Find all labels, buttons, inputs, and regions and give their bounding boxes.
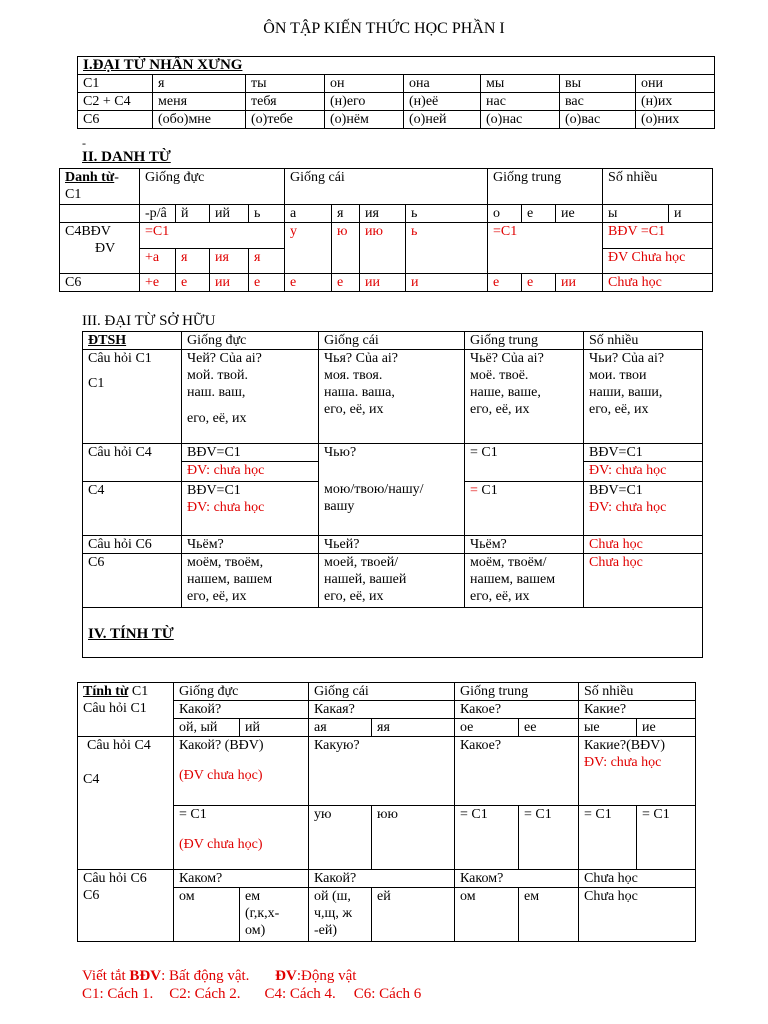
table-cell: е <box>522 274 556 292</box>
table-cell: Каком? <box>455 870 579 888</box>
table-cell: C4 <box>83 482 182 536</box>
table-cell <box>319 554 465 608</box>
cell-text: ĐV: chưa học <box>584 461 702 479</box>
table-cell: Какое? <box>455 737 579 806</box>
cell-text: Câu hỏi C1 <box>83 701 147 716</box>
table-cell: Câu hỏi C6 <box>83 536 182 554</box>
cell-text: BĐV=C1 <box>187 483 241 498</box>
table-cell: C6 <box>83 554 182 608</box>
table-cell: Какую? <box>309 737 455 806</box>
table-cell <box>78 870 174 942</box>
cell-text: ĐV: chưa học <box>584 755 662 770</box>
table-cell: +е <box>140 274 176 292</box>
cell-text: -ей) <box>314 923 338 938</box>
table-cell: = C1 <box>455 806 519 870</box>
table-cell: и <box>669 205 713 223</box>
section-heading-nouns: II. DANH TỪ <box>82 149 171 165</box>
footer-cases <box>82 986 421 1003</box>
cell-text: = C1 <box>179 807 207 822</box>
table-cell: он <box>325 75 404 93</box>
table-cell: е <box>522 205 556 223</box>
table-cell <box>579 737 696 806</box>
table-cell: е <box>332 274 360 292</box>
cell-text: C4 <box>83 772 100 787</box>
dash-mark: - <box>82 136 86 150</box>
personal-pronoun-table <box>77 56 715 129</box>
cell-text: моём, твоём/ <box>470 555 547 570</box>
cell-text: ĐV <box>95 241 116 256</box>
table-cell: ия <box>360 205 406 223</box>
table-cell <box>182 350 319 444</box>
table-cell: Giống đực <box>140 169 285 205</box>
table-cell: ее <box>519 719 579 737</box>
table-cell: (о)вас <box>560 111 636 129</box>
table-cell: й <box>176 205 210 223</box>
table-cell: Số nhiều <box>579 683 696 701</box>
table-cell: ии <box>360 274 406 292</box>
cell-text: BĐV <box>129 968 162 984</box>
cell-text: (ĐV chưa học) <box>179 768 263 783</box>
table-cell: е <box>249 274 285 292</box>
table-cell <box>174 806 309 870</box>
table-cell: е <box>285 274 332 292</box>
cell-text: = <box>470 483 478 498</box>
table-cell: (о)ней <box>404 111 481 129</box>
table-cell <box>83 608 703 658</box>
cell-text: мои. твои <box>589 368 647 383</box>
table-cell: е <box>488 274 522 292</box>
table-cell: Câu hỏi C4 <box>83 444 182 482</box>
table-cell: я <box>249 248 285 274</box>
table-cell <box>174 737 309 806</box>
cell-text: его, её, их <box>187 411 247 426</box>
table-cell: Какой? <box>309 870 455 888</box>
corner-cell <box>60 169 140 205</box>
cell-text: моём, твоём, <box>187 555 264 570</box>
table-cell: -р/â <box>140 205 176 223</box>
table-cell: я <box>176 248 210 274</box>
table-cell: Giống cái <box>319 332 465 350</box>
cell-text: C1 <box>477 483 498 498</box>
table-cell: ĐV Chưa học <box>603 248 713 274</box>
table-row <box>78 93 715 111</box>
table-cell: меня <box>153 93 246 111</box>
table-cell: Какая? <box>309 701 455 719</box>
cell-text: C2: Cách 2. <box>169 986 241 1002</box>
table-cell: (о)нас <box>481 111 560 129</box>
cell-text: Чьё? Của ai? <box>470 351 544 366</box>
table-cell: ия <box>210 248 249 274</box>
table-cell: (о)нём <box>325 111 404 129</box>
table-cell <box>309 888 372 942</box>
cell-text: его, её, их <box>324 402 384 417</box>
table-cell: Giống cái <box>285 169 488 205</box>
table-cell <box>584 350 703 444</box>
table-cell: ом <box>174 888 240 942</box>
table-cell: я <box>332 205 360 223</box>
table-cell: Giống trung <box>465 332 584 350</box>
table-cell <box>319 444 465 536</box>
table-cell: (н)их <box>636 93 715 111</box>
cell-text: ĐV: chưa học <box>182 461 318 479</box>
table-cell: Какое? <box>455 701 579 719</box>
table-cell: =C1 <box>140 223 285 249</box>
cell-text: : Bất động vật. <box>161 968 250 984</box>
table-cell: ь <box>406 205 488 223</box>
table-cell: (о)них <box>636 111 715 129</box>
table-row <box>60 274 713 292</box>
table-cell: C1 <box>78 75 153 93</box>
table-cell: (н)её <box>404 93 481 111</box>
cell-text: моя. твоя. <box>324 368 383 383</box>
table-cell: ем <box>519 888 579 942</box>
table-cell: Чьём? <box>465 536 584 554</box>
table-cell: мы <box>481 75 560 93</box>
table-cell: Chưa học <box>584 536 703 554</box>
cell-text: ĐV <box>275 968 297 984</box>
table-cell: (н)его <box>325 93 404 111</box>
cell-text: наше, ваше, <box>470 385 541 400</box>
table-cell: Чьём? <box>182 536 319 554</box>
table-cell: и <box>406 274 488 292</box>
table-cell: ии <box>210 274 249 292</box>
table-cell: у <box>285 223 332 274</box>
cell-text: мою/твою/нашу/ <box>324 482 424 497</box>
table-cell: они <box>636 75 715 93</box>
table-cell: C6 <box>60 274 140 292</box>
table-cell: нас <box>481 93 560 111</box>
table-cell: ые <box>579 719 637 737</box>
table-cell: ий <box>240 719 309 737</box>
table-cell: =C1 <box>488 223 603 274</box>
cell-text: Какой? (BĐV) <box>179 738 264 753</box>
cell-text: его, её, их <box>589 402 649 417</box>
table-cell: Giống trung <box>455 683 579 701</box>
table-cell: Chưa học <box>584 554 703 608</box>
table-cell: C2 + C4 <box>78 93 153 111</box>
cell-text: ой (ш, <box>314 889 351 904</box>
cell-text: BĐV=C1 <box>589 445 643 460</box>
table-cell: Чьей? <box>319 536 465 554</box>
cell-text: его, её, их <box>470 402 530 417</box>
table-cell: ии <box>556 274 603 292</box>
table-cell <box>60 205 140 223</box>
table-cell: Giống cái <box>309 683 455 701</box>
table-cell: (о)тебе <box>246 111 325 129</box>
cell-text: Câu hỏi C1 <box>88 351 152 366</box>
cell-text: ч,щ, ж <box>314 906 352 921</box>
table-cell <box>584 482 703 536</box>
table-cell <box>465 554 584 608</box>
table-cell: Chưa học <box>579 870 696 888</box>
cell-text: Viết tắt <box>82 968 130 984</box>
table-cell: ию <box>360 223 406 274</box>
table-cell: е <box>176 274 210 292</box>
cell-text: наша. ваша, <box>324 385 395 400</box>
table-cell: Số nhiều <box>603 169 713 205</box>
cell-text: ом) <box>245 923 266 938</box>
table-cell <box>182 444 319 482</box>
table-cell: Số nhiều <box>584 332 703 350</box>
cell-text: C1 <box>88 376 105 391</box>
cell-text: C4: Cách 4. <box>264 986 336 1002</box>
cell-text: моё. твоё. <box>470 368 529 383</box>
cell-text: Чью? <box>324 445 357 460</box>
table-cell: ĐTSH <box>83 332 182 350</box>
cell-text: C1: Cách 1. <box>82 986 154 1002</box>
cell-text: его, её, их <box>187 589 247 604</box>
cell-text: Danh từ <box>65 170 115 185</box>
table-cell: Chưa học <box>579 888 696 942</box>
table-cell: Какой? <box>174 701 309 719</box>
table-cell: Giống trung <box>488 169 603 205</box>
cell-text: Чьи? Của ai? <box>589 351 665 366</box>
table-cell <box>465 482 584 536</box>
table-row <box>78 111 715 129</box>
table-cell: ю <box>332 223 360 274</box>
cell-text: ем <box>245 889 261 904</box>
possessive-table <box>82 331 703 658</box>
table-cell: Giống đực <box>174 683 309 701</box>
table-cell: Giống đực <box>182 332 319 350</box>
adjective-table <box>77 682 696 942</box>
cell-text: C6 <box>83 888 100 903</box>
table-cell <box>182 482 319 536</box>
table-cell: ое <box>455 719 519 737</box>
table-cell: ую <box>309 806 372 870</box>
table-cell: = C1 <box>579 806 637 870</box>
cell-text: Tính từ <box>83 684 129 699</box>
cell-text: Какие?(BĐV) <box>584 738 665 753</box>
table-cell: вас <box>560 93 636 111</box>
cell-text: ĐV: chưa học <box>589 500 667 515</box>
section-heading-adjectives: IV. TÍNH TỪ <box>88 626 174 642</box>
table-cell: +а <box>140 248 176 274</box>
cell-text: BĐV=C1 <box>589 483 643 498</box>
cell-text: нашей, вашей <box>324 572 407 587</box>
cell-text: мой. твой. <box>187 368 248 383</box>
cell-text: нашем, вашем <box>470 572 556 587</box>
endings-row <box>60 205 713 223</box>
table-cell: = C1 <box>465 444 584 482</box>
cell-text: ĐV: chưa học <box>187 500 265 515</box>
table-cell: ие <box>637 719 696 737</box>
cell-text: наши, ваши, <box>589 385 663 400</box>
cell-text: (ĐV chưa học) <box>179 837 263 852</box>
table-cell: ты <box>246 75 325 93</box>
noun-table <box>59 168 713 292</box>
table-cell: а <box>285 205 332 223</box>
table-cell <box>584 444 703 482</box>
table-cell: ий <box>210 205 249 223</box>
table-cell: Какие? <box>579 701 696 719</box>
table-cell: ие <box>556 205 603 223</box>
table-cell <box>60 223 140 274</box>
cell-text: C4BĐV <box>65 224 111 239</box>
cell-text: моей, твоей/ <box>324 555 399 570</box>
cell-text: (г,к,х- <box>245 906 280 921</box>
table-cell <box>182 554 319 608</box>
table-cell: (обо)мне <box>153 111 246 129</box>
cell-text: Câu hỏi C4 <box>87 738 151 753</box>
cell-text: BĐV=C1 <box>187 445 241 460</box>
table-cell: C6 <box>78 111 153 129</box>
section-heading-possessive: III. ĐẠI TỪ SỞ HỮU <box>82 313 216 329</box>
table-cell: о <box>488 205 522 223</box>
table-cell: яя <box>372 719 455 737</box>
table-cell: ы <box>603 205 669 223</box>
cell-text: нашем, вашем <box>187 572 273 587</box>
cell-text: -C1 <box>65 170 119 202</box>
table-cell <box>465 350 584 444</box>
table-cell: ой, ый <box>174 719 240 737</box>
cell-text: наш. ваш, <box>187 385 246 400</box>
table-cell: тебя <box>246 93 325 111</box>
table-cell: ей <box>372 888 455 942</box>
cell-text: Чей? Của ai? <box>187 351 262 366</box>
section-heading-pronouns: I.ĐẠI TỪ NHÂN XƯNG <box>78 57 715 75</box>
cell-text: Чья? Của ai? <box>324 351 399 366</box>
table-cell: ь <box>406 223 488 274</box>
table-cell: юю <box>372 806 455 870</box>
table-cell: она <box>404 75 481 93</box>
table-cell <box>319 350 465 444</box>
table-cell: я <box>153 75 246 93</box>
table-cell <box>83 350 182 444</box>
table-cell: ь <box>249 205 285 223</box>
footer-abbreviations <box>82 968 356 985</box>
cell-text: C6: Cách 6 <box>353 986 422 1002</box>
cell-text: вашу <box>324 499 355 514</box>
cell-text: C1 <box>128 684 149 699</box>
table-cell: = C1 <box>519 806 579 870</box>
table-cell: ом <box>455 888 519 942</box>
cell-text: его, её, их <box>324 589 384 604</box>
table-cell <box>240 888 309 942</box>
table-cell: Chưa học <box>603 274 713 292</box>
table-cell: BĐV =C1 <box>603 223 713 249</box>
cell-text: :Động vật <box>296 968 357 984</box>
cell-text: его, её, их <box>470 589 530 604</box>
table-cell <box>78 683 174 737</box>
cell-text: Câu hỏi C6 <box>83 871 147 886</box>
page-title: ÔN TẬP KIẾN THỨC HỌC PHẦN I <box>263 20 505 37</box>
table-cell: ая <box>309 719 372 737</box>
table-cell: вы <box>560 75 636 93</box>
table-cell: = C1 <box>637 806 696 870</box>
table-cell: Каком? <box>174 870 309 888</box>
table-cell <box>78 737 174 870</box>
table-row <box>78 75 715 93</box>
